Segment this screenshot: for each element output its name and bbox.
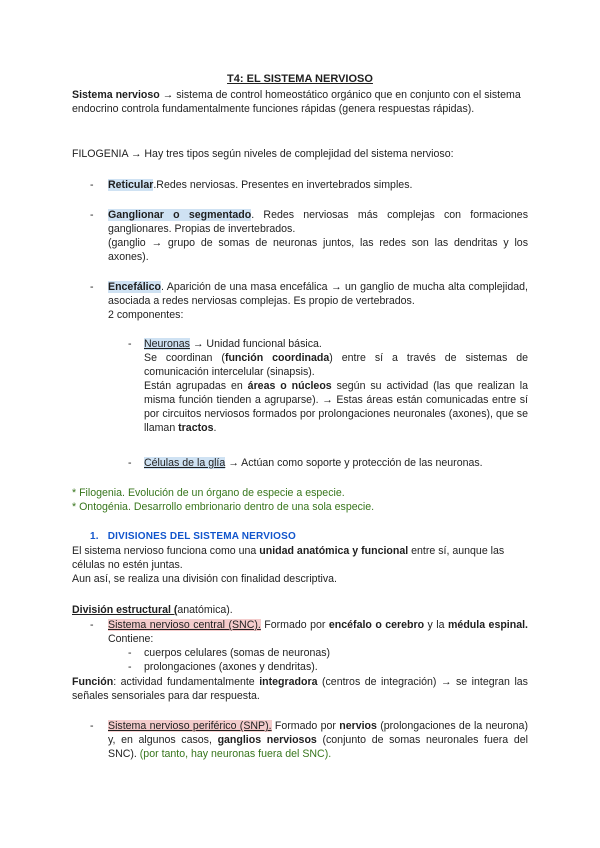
intro-term: Sistema nervioso bbox=[72, 89, 160, 101]
text-run: Están agrupadas en bbox=[144, 380, 248, 392]
text-run: Aun así, se realiza una división con finalidad descriptiva. bbox=[72, 573, 337, 585]
type-reticular bbox=[108, 178, 528, 192]
snc-item: prolongaciones (axones y dendritas). bbox=[144, 661, 318, 673]
section-heading bbox=[90, 530, 546, 544]
text-bold: Función bbox=[72, 676, 114, 688]
component-term: Neuronas bbox=[144, 338, 190, 350]
bullet-dash: - bbox=[128, 647, 132, 659]
bullet-dash: - bbox=[90, 720, 94, 732]
text-run: Contiene: bbox=[108, 633, 154, 645]
type-term: Encefálico bbox=[108, 281, 161, 293]
type-encefalico bbox=[108, 280, 528, 322]
snc-term: Sistema nervioso central (SNC). bbox=[108, 619, 261, 631]
type-term: Ganglionar o segmentado bbox=[108, 209, 252, 221]
note-filogenia: * Filogenia. Evolución de un órgano de especie a especie. bbox=[72, 487, 345, 499]
text-run: entre sí, aunque las células no estén juntas. bbox=[72, 545, 505, 571]
type-ganglionar bbox=[108, 208, 528, 264]
snp-term: Sistema nervioso periférico (SNP). bbox=[108, 720, 272, 732]
bullet-dash: - bbox=[90, 281, 94, 293]
bullet-dash: - bbox=[128, 661, 132, 673]
text-bold: unidad anatómica y funcional bbox=[259, 545, 409, 557]
bullet-dash: - bbox=[90, 209, 94, 221]
text-bold: áreas o núcleos bbox=[247, 380, 332, 392]
text-run: Formado por bbox=[271, 720, 340, 732]
snc-item: cuerpos celulares (somas de neuronas) bbox=[144, 647, 331, 659]
bullet-dash: - bbox=[128, 338, 132, 350]
filogenia-line: FILOGENIA → Hay tres tipos según niveles de complejidad del sistema nervioso: bbox=[72, 148, 454, 160]
text-run: (centros de integración) → se integran las señales sensoriales para dar respuesta. bbox=[72, 676, 528, 702]
text-run: según su actividad (las que realizan la misma función tienden a agruparse). → Estas áreas están comunicadas entre sí por circuitos nerviosos formados por prolongaciones neuronales (axones), que se llaman bbox=[144, 380, 528, 434]
section-title: DIVISIONES DEL SISTEMA NERVIOSO bbox=[107, 531, 296, 542]
component-neuronas bbox=[144, 337, 528, 435]
type-note: (ganglio → grupo de somas de neuronas juntos, las redes son las dendritas y los axones). bbox=[108, 237, 528, 263]
snc-paragraph bbox=[108, 618, 528, 646]
text-run: (conjunto de somas neuronales fuera del SNC). bbox=[108, 734, 528, 760]
type-note: 2 componentes: bbox=[108, 309, 184, 321]
component-text: → Actúan como soporte y protección de las neuronas. bbox=[225, 457, 483, 469]
text-run: y la bbox=[424, 619, 449, 631]
type-term: Reticular bbox=[108, 179, 154, 191]
page-title: T4: EL SISTEMA NERVIOSO bbox=[227, 73, 373, 85]
text-bold: tractos bbox=[178, 422, 214, 434]
text-run: ) entre sí a través de sistemas de comunicación intercelular (sinapsis). bbox=[144, 352, 528, 378]
snp-green-note: (por tanto, hay neuronas fuera del SNC). bbox=[139, 748, 332, 760]
intro-paragraph bbox=[72, 88, 528, 116]
division-heading-bold: División estructural ( bbox=[72, 604, 178, 616]
text-run: Formado por bbox=[260, 619, 329, 631]
text-run: . bbox=[213, 422, 217, 434]
text-run: (prolongaciones de la neurona) y, en algunos casos, bbox=[108, 720, 528, 746]
snp-paragraph bbox=[108, 719, 528, 761]
bullet-dash: - bbox=[128, 457, 132, 469]
component-term: Células de la glía bbox=[144, 457, 226, 469]
division-heading bbox=[72, 603, 528, 617]
intro-text: → sistema de control homeostático orgánico que en conjunto con el sistema endocrino controla fundamentalmente funciones rápidas (genera respuestas rápidas). bbox=[72, 89, 521, 115]
text-bold: función coordinada bbox=[224, 352, 330, 364]
note-ontogenia: * Ontogénia. Desarrollo embrionario dentro de una sola especie. bbox=[72, 501, 375, 513]
bullet-dash: - bbox=[90, 179, 94, 191]
component-glia bbox=[144, 456, 528, 470]
text-bold: médula espinal. bbox=[448, 619, 529, 631]
section-paragraph bbox=[72, 544, 528, 586]
type-text: . Aparición de una masa encefálica → un ganglio de mucha alta complejidad, asociada a redes nerviosas complejas. Es propio de vertebrados. bbox=[108, 281, 528, 307]
section-number: 1. bbox=[90, 531, 99, 542]
text-bold: encéfalo o cerebro bbox=[328, 619, 425, 631]
component-text: → Unidad funcional básica. bbox=[189, 338, 322, 350]
division-heading-tail: anatómica). bbox=[177, 604, 233, 616]
text-bold: nervios bbox=[339, 720, 377, 732]
text-run: El sistema nervioso funciona como una bbox=[72, 545, 260, 557]
text-bold: ganglios nerviosos bbox=[217, 734, 317, 746]
bullet-dash: - bbox=[90, 619, 94, 631]
text-bold: integradora bbox=[259, 676, 318, 688]
funcion-paragraph bbox=[72, 675, 528, 703]
text-run: Se coordinan ( bbox=[144, 352, 225, 364]
type-text: . Redes nerviosas más complejas con formaciones ganglionares. Propias de invertebrados. bbox=[108, 209, 528, 235]
text-run: : actividad fundamentalmente bbox=[113, 676, 260, 688]
type-text: .Redes nerviosas. Presentes en invertebrados simples. bbox=[153, 179, 413, 191]
